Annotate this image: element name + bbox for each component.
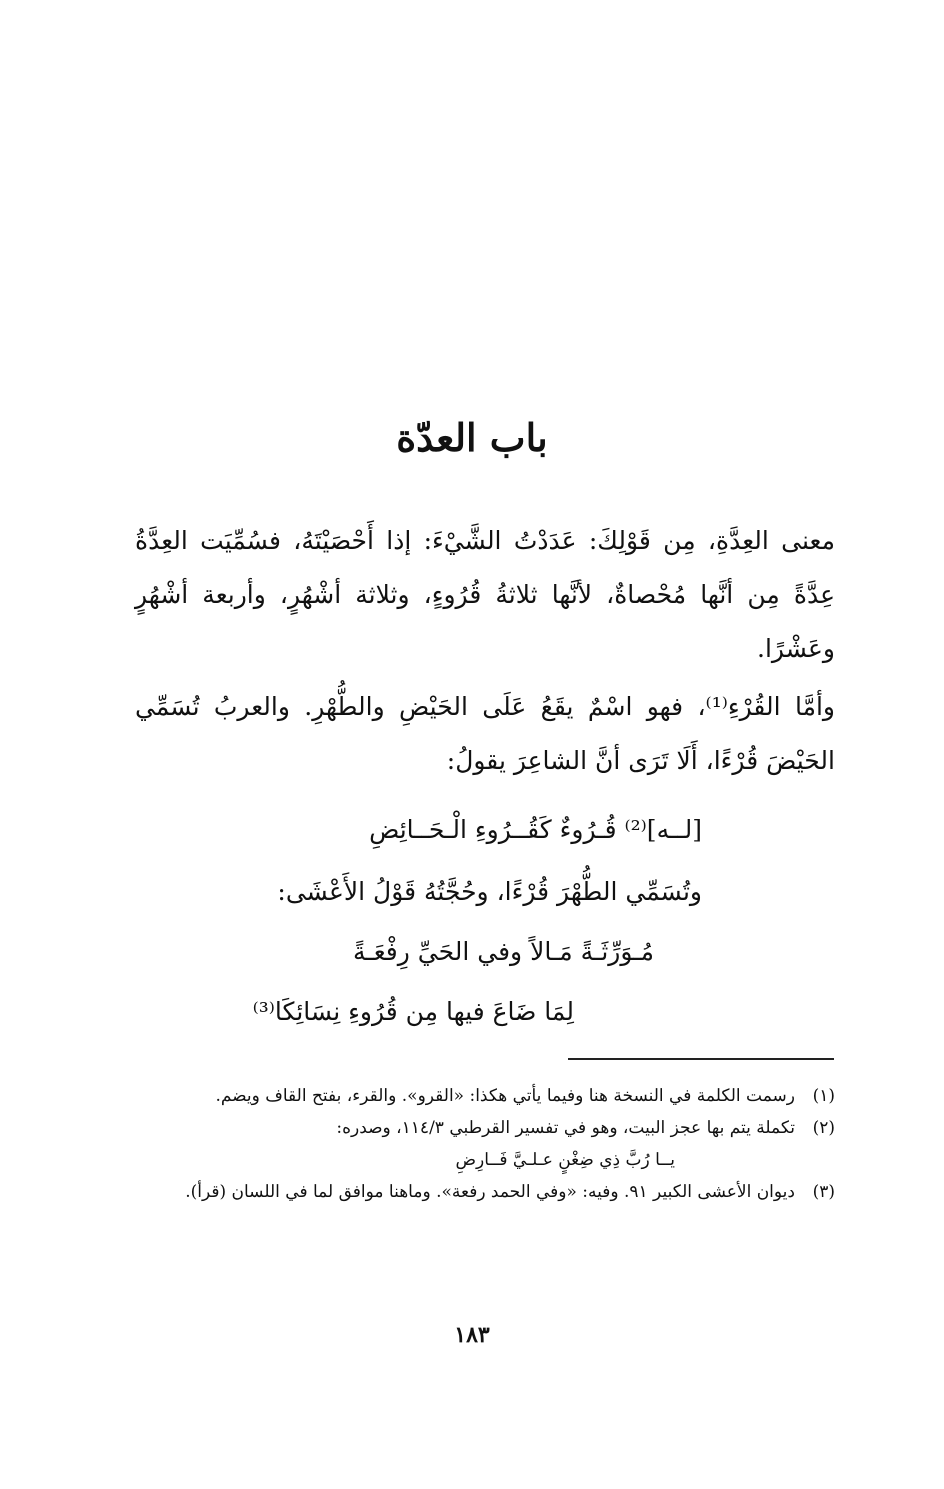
- footnote-number: (١): [812, 1086, 835, 1106]
- page-number: ١٨٣: [454, 1322, 490, 1348]
- footnote-text: تكملة يتم بها عجز البيت، وهو في تفسير القرطبي ١١٤/٣، وصدره:: [336, 1118, 795, 1138]
- footnotes: [135, 1080, 835, 1208]
- poetry-verse-2-second-hemistich: لِمَا ضَاعَ فيها مِن قُرُوءِ نِسَائِكَا⁽³⁾: [252, 997, 574, 1026]
- poetry-verse-1: [لــه]⁽²⁾ قُـرُوءٌ كَقُــرُوءِ الْـحَــائِضِ: [369, 815, 702, 844]
- footnote-body: [135, 1112, 795, 1176]
- chapter-title: باب العدّة: [396, 415, 548, 460]
- footnote-separator: [568, 1058, 834, 1060]
- footnote-number: (٢): [812, 1118, 835, 1138]
- footnote-verse: يــا رُبَّ ذِي ضِغْنٍ عـلـيَّ فَــارِضِ: [455, 1150, 675, 1170]
- paragraph-definition: معنى العِدَّةِ، مِن قَوْلِكَ: عَدَدْتُ الشَّيْءَ: إذا أَحْصَيْتَهُ، فسُمِّيَت العِدَّةُ عِدَّةً مِن أنَّها مُحْصاةٌ، لأنَّها ثلاثةُ قُرُوءٍ، وثلاثة أشْهُرٍ، وأربعة أشْهُرٍ وعَشْرًا.: [135, 526, 835, 663]
- paragraph-tuhr: وتُسَمِّي الطُّهْرَ قُرْءًا، وحُجَّتُهُ قَوْلُ الأَعْشَى:: [277, 877, 702, 906]
- footnote-text: ديوان الأعشى الكبير ٩١. وفيه: «وفي الحمد رفعة». وماهنا موافق لما في اللسان (قرأ).: [185, 1182, 795, 1202]
- footnote-3: [135, 1176, 835, 1208]
- poetry-verse-2-first-hemistich: مُـوَرِّثَـةً مَـالاً وفي الحَيِّ رِفْعَـةً: [353, 937, 654, 966]
- footnote-1: [135, 1080, 835, 1112]
- footnote-number: (٣): [812, 1182, 835, 1202]
- footnote-text: رسمت الكلمة في النسخة هنا وفيما يأتي هكذا: «القرو». والقرء، بفتح القاف ويضم.: [215, 1086, 795, 1106]
- paragraph-qur: وأمَّا القُرْءِ⁽¹⁾، فهو اسْمٌ يقَعُ عَلَى الحَيْضِ والطُّهْرِ. والعربُ تُسَمِّي الحَيْضَ قُرْءًا، أَلَا تَرَى أنَّ الشاعِرَ يقولُ:: [135, 692, 835, 775]
- footnote-2: [135, 1112, 835, 1176]
